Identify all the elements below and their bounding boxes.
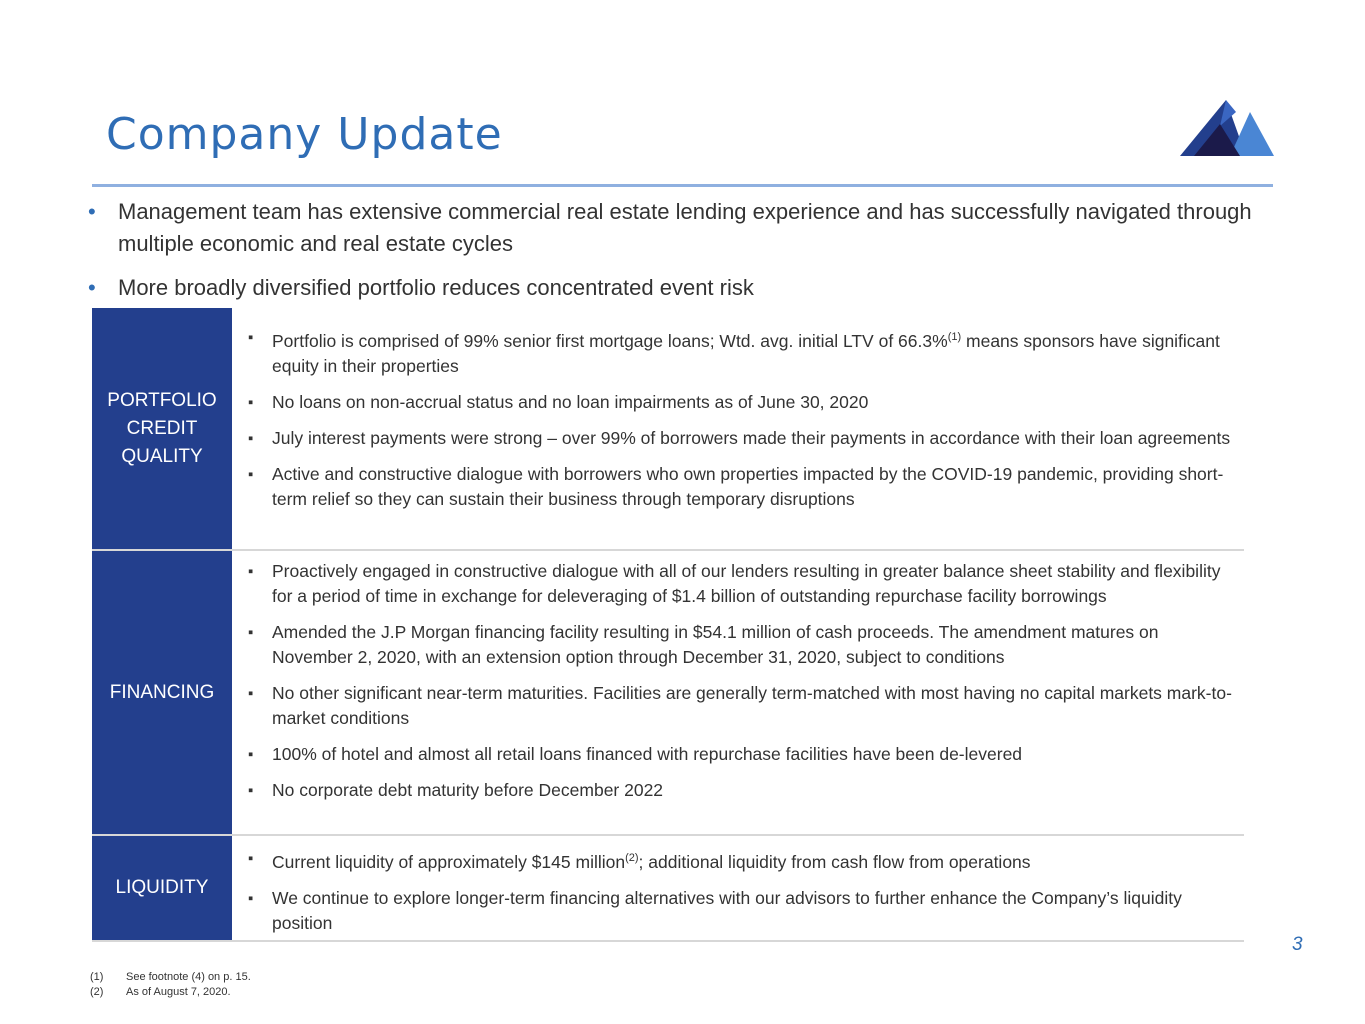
page-number: 3 <box>1292 934 1303 955</box>
list-item <box>248 620 1244 670</box>
portfolio-credit-quality-section <box>92 308 1244 551</box>
footnote-ref: (2) <box>625 852 639 864</box>
list-item-text: Active and constructive dialogue with borrowers who own properties impacted by the COVID-19 pandemic, providing short-term relief so they can sustain their business through temporary disruptions <box>272 463 1224 509</box>
bullet-dot-icon: • <box>88 199 96 224</box>
list-item-text: July interest payments were strong – over 99% of borrowers made their payments in accordance with their loan agreements <box>272 427 1231 448</box>
list-item-text: Proactively engaged in constructive dialogue with all of our lenders resulting in greater balance sheet stability and flexibility for a period of time in exchange for deleveraging of $1.4 billion of outstanding repurchase facility borrowings <box>272 561 1221 606</box>
footnote-number: (1) <box>90 971 104 983</box>
list-item <box>248 559 1244 609</box>
list-item-text: We continue to explore longer-term financing alternatives with our advisors to further enhance the Company’s liquidity position <box>272 887 1182 933</box>
list-item-text: Current liquidity of approximately $145 million <box>272 851 626 872</box>
section-label-line: CREDIT <box>126 417 198 439</box>
list-item <box>248 681 1244 731</box>
list-item-text: 100% of hotel and almost all retail loans financed with repurchase facilities have been de-levered <box>272 744 1023 764</box>
intro-bullet <box>88 196 1258 260</box>
list-item-text: Amended the J.P Morgan financing facility resulting in $54.1 million of cash proceeds. The amendment matures on November 2, 2020, with an extension option through December 31, 2020, subject to conditions <box>272 622 1159 667</box>
section-label-line: PORTFOLIO <box>107 389 217 411</box>
list-item-text: No loans on non-accrual status and no loan impairments as of June 30, 2020 <box>272 391 869 412</box>
section-label <box>92 551 232 834</box>
page-title: Company Update <box>106 109 503 160</box>
list-item <box>248 462 1244 512</box>
header-divider <box>92 184 1273 187</box>
mountain-logo-icon <box>1180 98 1274 158</box>
liquidity-section <box>92 836 1244 942</box>
intro-bullet <box>88 272 1258 304</box>
footnotes <box>90 970 251 1000</box>
intro-bullet-text: Management team has extensive commercial real estate lending experience and has successfully navigated through multiple economic and real estate cycles <box>118 199 1252 256</box>
footnote-ref: (1) <box>947 331 962 343</box>
bullet-dot-icon: • <box>88 275 96 300</box>
footnote-text: As of August 7, 2020. <box>126 986 231 998</box>
list-item <box>248 325 1244 379</box>
list-item-text: means sponsors have significant equity in their properties <box>272 330 1220 376</box>
footnote <box>90 970 251 985</box>
footnote-number: (2) <box>90 986 104 998</box>
footnote <box>90 985 251 1000</box>
list-item-text: Portfolio is comprised of 99% senior first mortgage loans; Wtd. avg. initial LTV of 66.3% <box>272 330 948 351</box>
section-label <box>92 308 232 549</box>
section-label-line: FINANCING <box>109 681 215 703</box>
section-label <box>92 836 232 940</box>
list-item <box>248 846 1244 875</box>
list-item <box>248 742 1244 767</box>
list-item <box>248 426 1244 451</box>
list-item-text: ; additional liquidity from cash flow from operations <box>638 851 1031 872</box>
section-label-line: LIQUIDITY <box>115 877 209 898</box>
section-label-line: QUALITY <box>121 445 203 467</box>
list-item-text: No other significant near-term maturities. Facilities are generally term-matched with most having no capital markets mark-to-market conditions <box>272 683 1232 728</box>
financing-section <box>92 551 1244 836</box>
intro-bullet-text: More broadly diversified portfolio reduces concentrated event risk <box>118 275 754 300</box>
list-item-text: No corporate debt maturity before December 2022 <box>272 780 664 800</box>
list-item <box>248 886 1244 936</box>
footnote-text: See footnote (4) on p. 15. <box>126 971 251 983</box>
list-item <box>248 778 1244 803</box>
list-item <box>248 390 1244 415</box>
intro-bullets <box>88 196 1258 316</box>
